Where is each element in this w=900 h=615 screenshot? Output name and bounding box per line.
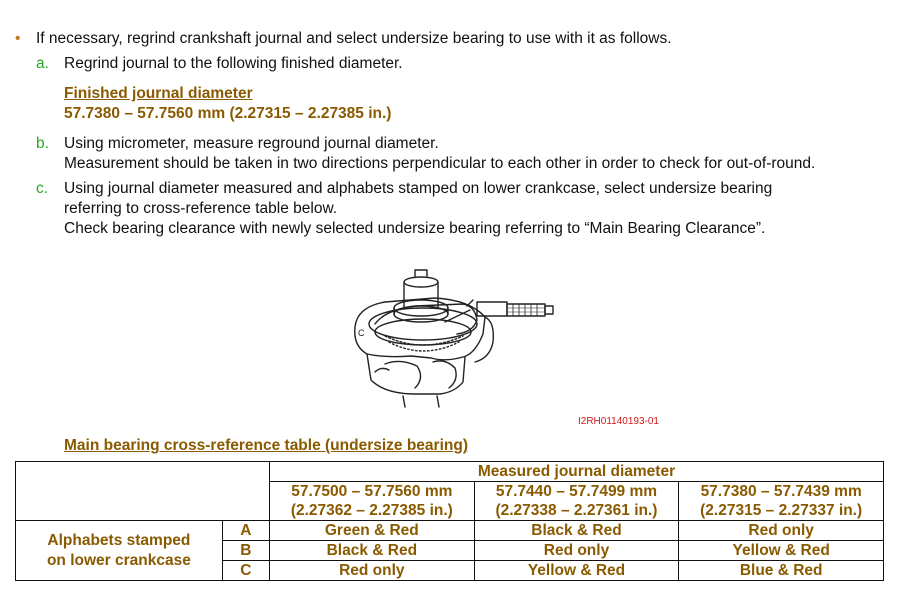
- column-1-mm: 57.7500 – 57.7560 mm: [270, 482, 475, 502]
- step-a: [36, 54, 403, 74]
- step-b-line1: Using micrometer, measure reground journal diameter.: [64, 135, 439, 152]
- table-title: Main bearing cross-reference table (undersize bearing): [64, 437, 468, 454]
- column-2-inch: (2.27338 – 2.27361 in.): [474, 501, 679, 521]
- table-cell: Black & Red: [474, 521, 679, 541]
- table-row: [16, 521, 884, 541]
- table-cell: Yellow & Red: [474, 561, 679, 581]
- figure-code: I2RH01140193-01: [578, 416, 659, 427]
- column-2-mm: 57.7440 – 57.7499 mm: [474, 482, 679, 502]
- table-cell: Red only: [474, 541, 679, 561]
- step-a-marker: a.: [36, 55, 49, 72]
- spec-title: Finished journal diameter: [64, 85, 253, 102]
- table-cell: Blue & Red: [679, 561, 884, 581]
- measured-diameter-header: Measured journal diameter: [270, 462, 884, 482]
- cross-reference-table: [15, 461, 884, 581]
- row-letter: C: [222, 561, 269, 581]
- table-cell: Yellow & Red: [679, 541, 884, 561]
- table-header-row: [16, 462, 884, 482]
- step-c-line3: Check bearing clearance with newly selected undersize bearing referring to “Main Bearing Clearance”.: [64, 220, 766, 237]
- column-1-inch: (2.27362 – 2.27385 in.): [270, 501, 475, 521]
- micrometer-illustration: [345, 262, 560, 410]
- stamp-letter: C: [358, 328, 365, 338]
- step-a-text: Regrind journal to the following finished diameter.: [64, 55, 403, 72]
- table-cell: Green & Red: [270, 521, 475, 541]
- row-header-cell: [16, 521, 223, 581]
- table-cell: Red only: [679, 521, 884, 541]
- intro-text: If necessary, regrind crankshaft journal and select undersize bearing to use with it as follows.: [36, 30, 672, 47]
- step-b-marker: b.: [36, 135, 49, 152]
- column-3-mm: 57.7380 – 57.7439 mm: [679, 482, 884, 502]
- step-b-line2: Measurement should be taken in two directions perpendicular to each other in order to check for out-of-round.: [64, 155, 816, 172]
- step-c-marker: c.: [36, 180, 49, 197]
- row-letter: A: [222, 521, 269, 541]
- table-cell: Black & Red: [270, 541, 475, 561]
- step-c-line1: Using journal diameter measured and alphabets stamped on lower crankcase, select undersize bearing: [64, 180, 773, 197]
- row-header-line2: on lower crankcase: [46, 551, 191, 569]
- row-header-line1: Alphabets stamped: [47, 531, 191, 549]
- blank-corner-cell: [16, 462, 270, 521]
- spec-value: 57.7380 – 57.7560 mm (2.27315 – 2.27385 in.): [64, 105, 392, 122]
- step-c-line2: referring to cross-reference table below.: [64, 200, 338, 217]
- row-letter: B: [222, 541, 269, 561]
- table-cell: Red only: [270, 561, 475, 581]
- column-3-inch: (2.27315 – 2.27337 in.): [679, 501, 884, 521]
- intro-line: [15, 29, 672, 49]
- bullet-icon: •: [15, 30, 21, 47]
